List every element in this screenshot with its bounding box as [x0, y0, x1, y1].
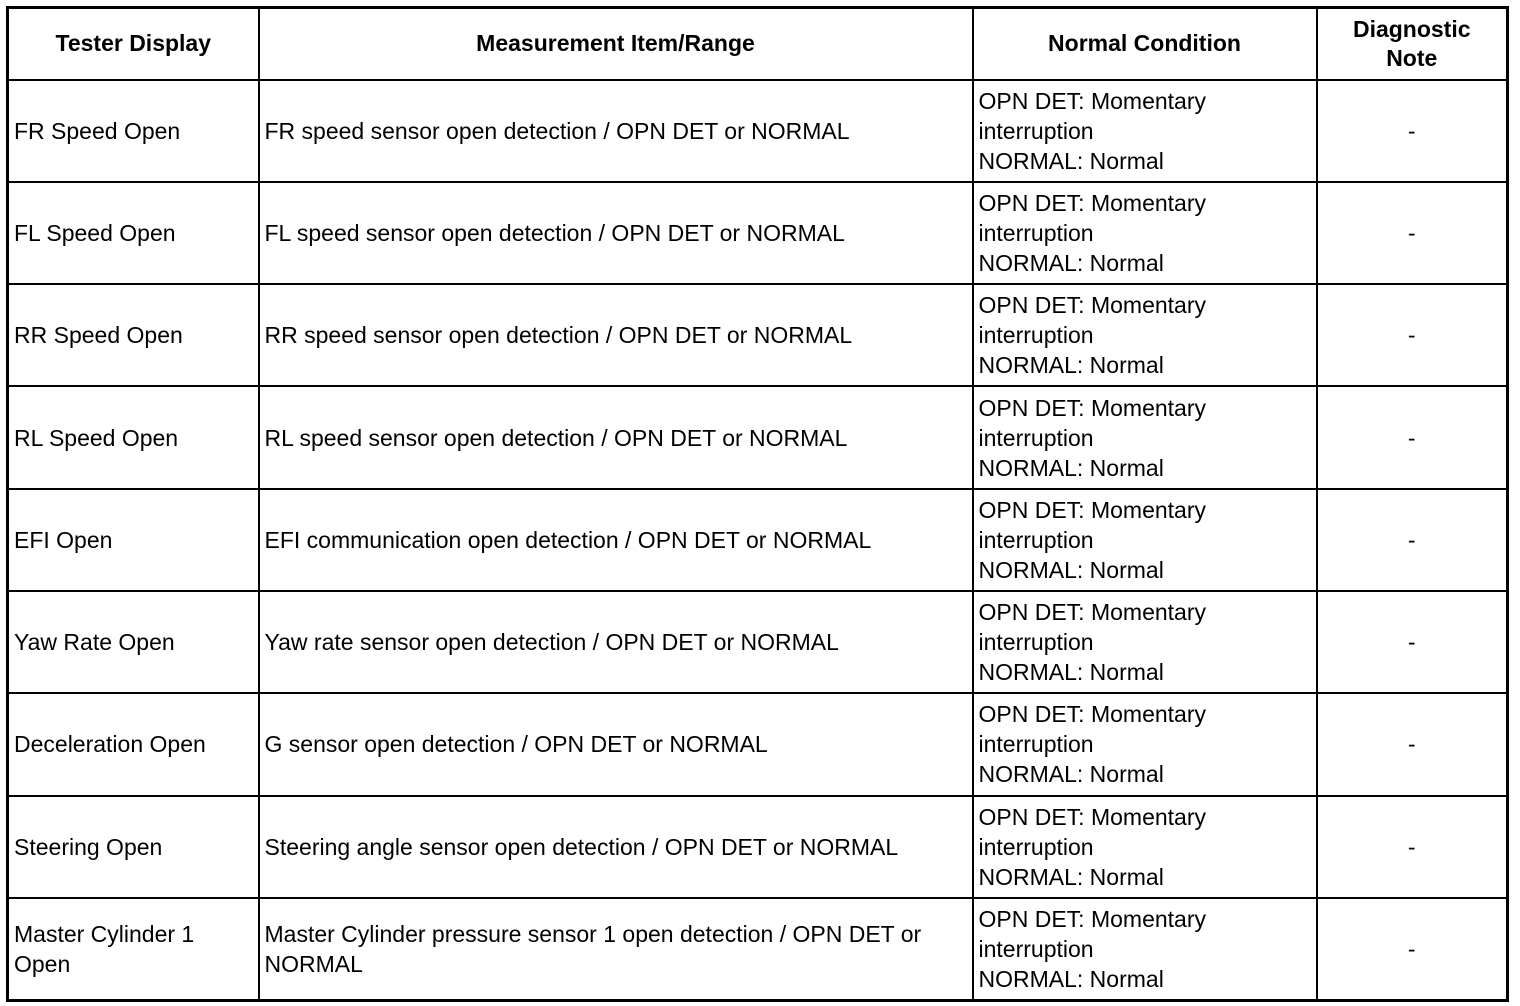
condition-line: NORMAL: Normal — [978, 249, 1164, 276]
condition-line: interruption — [978, 833, 1094, 860]
cell-diagnostic-note: - — [1317, 182, 1508, 284]
cell-tester-display: Master Cylinder 1 Open — [8, 898, 259, 1000]
cell-tester-display: FL Speed Open — [8, 182, 259, 284]
cell-tester-display: Steering Open — [8, 796, 259, 898]
cell-tester-display: Deceleration Open — [8, 693, 259, 795]
cell-measurement: Yaw rate sensor open detection / OPN DET or NORMAL — [259, 591, 973, 693]
condition-line: interruption — [978, 322, 1094, 349]
cell-tester-display: RL Speed Open — [8, 386, 259, 488]
cell-normal-condition — [973, 898, 1317, 1000]
condition-line: OPN DET: Momentary — [978, 905, 1206, 932]
header-normal-condition: Normal Condition — [973, 8, 1317, 80]
cell-diagnostic-note: - — [1317, 898, 1508, 1000]
condition-line: OPN DET: Momentary — [978, 803, 1206, 830]
cell-diagnostic-note: - — [1317, 693, 1508, 795]
cell-diagnostic-note: - — [1317, 80, 1508, 182]
cell-measurement: EFI communication open detection / OPN DET or NORMAL — [259, 489, 973, 591]
condition-line: OPN DET: Momentary — [978, 189, 1206, 216]
data-list-table — [6, 6, 1509, 1002]
header-tester-display: Tester Display — [8, 8, 259, 80]
condition-line: NORMAL: Normal — [978, 965, 1164, 992]
cell-tester-display: EFI Open — [8, 489, 259, 591]
condition-line: interruption — [978, 629, 1094, 656]
condition-line: interruption — [978, 731, 1094, 758]
condition-line: interruption — [978, 424, 1094, 451]
table-row — [8, 898, 1508, 1000]
cell-diagnostic-note: - — [1317, 591, 1508, 693]
condition-line: OPN DET: Momentary — [978, 87, 1206, 114]
condition-line: NORMAL: Normal — [978, 352, 1164, 379]
condition-line: NORMAL: Normal — [978, 556, 1164, 583]
header-diagnostic-note-line1: Diagnostic — [1352, 15, 1471, 42]
cell-measurement: G sensor open detection / OPN DET or NORMAL — [259, 693, 973, 795]
condition-line: OPN DET: Momentary — [978, 599, 1206, 626]
cell-measurement: FL speed sensor open detection / OPN DET or NORMAL — [259, 182, 973, 284]
cell-measurement: RR speed sensor open detection / OPN DET or NORMAL — [259, 284, 973, 386]
cell-normal-condition — [973, 489, 1317, 591]
cell-tester-display: RR Speed Open — [8, 284, 259, 386]
cell-normal-condition — [973, 80, 1317, 182]
cell-measurement: RL speed sensor open detection / OPN DET or NORMAL — [259, 386, 973, 488]
cell-normal-condition — [973, 284, 1317, 386]
table-row — [8, 284, 1508, 386]
condition-line: NORMAL: Normal — [978, 863, 1164, 890]
cell-diagnostic-note: - — [1317, 489, 1508, 591]
table-row — [8, 796, 1508, 898]
condition-line: interruption — [978, 219, 1094, 246]
condition-line: NORMAL: Normal — [978, 454, 1164, 481]
table-row — [8, 182, 1508, 284]
cell-measurement: FR speed sensor open detection / OPN DET or NORMAL — [259, 80, 973, 182]
table-row — [8, 489, 1508, 591]
condition-line: NORMAL: Normal — [978, 147, 1164, 174]
condition-line: NORMAL: Normal — [978, 659, 1164, 686]
cell-tester-display: Yaw Rate Open — [8, 591, 259, 693]
condition-line: OPN DET: Momentary — [978, 292, 1206, 319]
cell-measurement: Master Cylinder pressure sensor 1 open detection / OPN DET or NORMAL — [259, 898, 973, 1000]
condition-line: OPN DET: Momentary — [978, 394, 1206, 421]
condition-line: interruption — [978, 526, 1094, 553]
cell-normal-condition — [973, 182, 1317, 284]
cell-diagnostic-note: - — [1317, 796, 1508, 898]
header-diagnostic-note-line2: Note — [1386, 44, 1438, 71]
cell-normal-condition — [973, 386, 1317, 488]
cell-tester-display: FR Speed Open — [8, 80, 259, 182]
header-diagnostic-note — [1317, 8, 1508, 80]
cell-diagnostic-note: - — [1317, 284, 1508, 386]
condition-line: OPN DET: Momentary — [978, 496, 1206, 523]
cell-normal-condition — [973, 693, 1317, 795]
table-header — [8, 8, 1508, 80]
cell-measurement: Steering angle sensor open detection / OPN DET or NORMAL — [259, 796, 973, 898]
table-row — [8, 80, 1508, 182]
table-body — [8, 80, 1508, 1001]
condition-line: interruption — [978, 117, 1094, 144]
table-row — [8, 591, 1508, 693]
cell-diagnostic-note: - — [1317, 386, 1508, 488]
table-row — [8, 386, 1508, 488]
table-row — [8, 693, 1508, 795]
condition-line: interruption — [978, 935, 1094, 962]
cell-normal-condition — [973, 796, 1317, 898]
condition-line: OPN DET: Momentary — [978, 701, 1206, 728]
cell-normal-condition — [973, 591, 1317, 693]
header-row — [8, 8, 1508, 80]
condition-line: NORMAL: Normal — [978, 761, 1164, 788]
header-measurement-item-range: Measurement Item/Range — [259, 8, 973, 80]
